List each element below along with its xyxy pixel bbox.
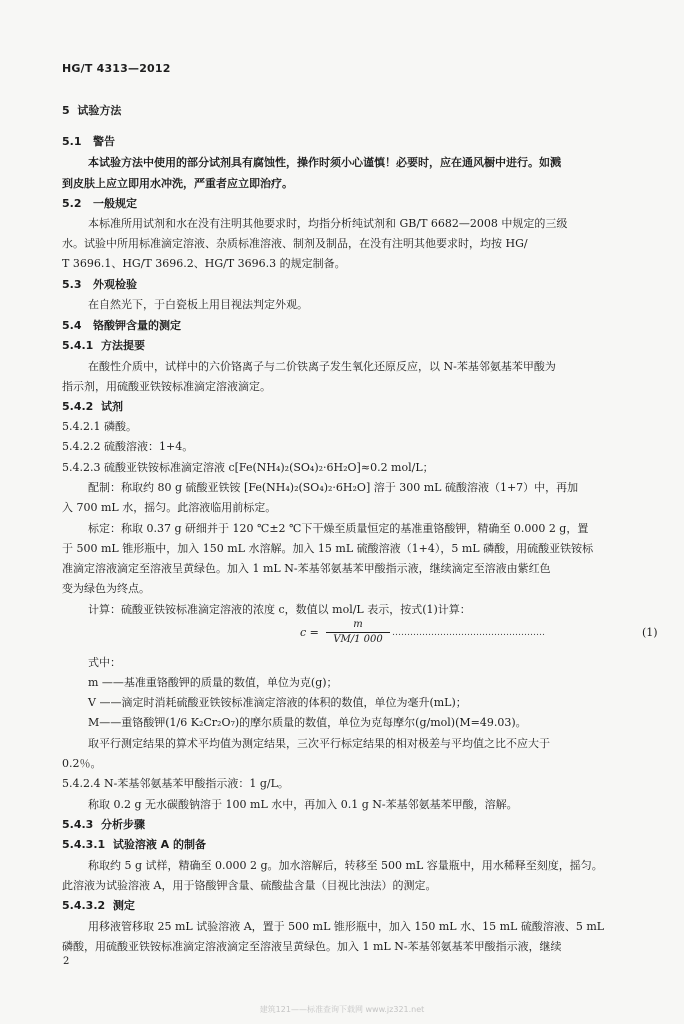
reagent-5-4-2-2: 5.4.2.2 硫酸溶液：1+4。	[62, 440, 194, 453]
parallel-line-1: 取平行测定结果的算术平均值为测定结果，三次平行标定结果的相对极差与平均值之比不应大于	[88, 737, 550, 750]
standardization-line-2: 于 500 mL 锥形瓶中，加入 150 mL 水溶解。加入 15 mL 硫酸溶液（1+4），5 mL 磷酸，用硫酸亚铁铵标	[62, 542, 594, 555]
determination-line-1: 用移液管移取 25 mL 试验溶液 A，置于 500 mL 锥形瓶中，加入 150 mL 水、15 mL 硫酸溶液、5 mL	[88, 920, 605, 933]
section-heading-5-4-3-2: 5.4.3.2 测定	[62, 899, 135, 912]
page-number: 2	[63, 956, 70, 967]
section-heading-5-4-3: 5.4.3 分析步骤	[62, 818, 145, 831]
section-heading-5-4-3-1: 5.4.3.1 试验溶液 A 的制备	[62, 838, 206, 851]
formula-fraction-bar	[326, 632, 390, 633]
preparation-line-1: 配制：称取约 80 g 硫酸亚铁铵 [Fe(NH₄)₂(SO₄)₂·6H₂O] 溶于 300 mL 硫酸溶液（1+7）中，再加	[88, 481, 579, 494]
reagent-5-4-2-4: 5.4.2.4 N-苯基邻氨基苯甲酸指示液：1 g/L。	[62, 777, 289, 790]
standardization-line-4: 变为绿色为终点。	[62, 582, 150, 595]
formula-number: (1)	[642, 626, 658, 639]
determination-line-2: 磷酸，用硫酸亚铁铵标准滴定溶液滴定至溶液呈黄绿色。加入 1 mL N-苯基邻氨基苯甲酸指示液，继续	[62, 940, 562, 953]
section-heading-5-3: 5.3 外观检验	[62, 278, 137, 291]
general-line-1: 本标准所用试剂和水在没有注明其他要求时，均指分析纯试剂和 GB/T 6682—2008 中规定的三级	[88, 217, 568, 230]
section-heading-5-4: 5.4 铬酸钾含量的测定	[62, 319, 181, 332]
section-heading-5-1: 5.1 警告	[62, 135, 115, 148]
section-heading-5-2: 5.2 一般规定	[62, 197, 137, 210]
calculation-line: 计算：硫酸亚铁铵标准滴定溶液的浓度 c，数值以 mol/L 表示，按式(1)计算：	[88, 603, 471, 616]
principle-line-1: 在酸性介质中，试样中的六价铬离子与二价铁离子发生氧化还原反应，以 N-苯基邻氨基苯甲酸为	[88, 360, 556, 373]
solution-a-line-1: 称取约 5 g 试样，精确至 0.000 2 g。加水溶解后，转移至 500 mL 容量瓶中，用水稀释至刻度，摇匀。	[88, 859, 603, 872]
reagent-5-4-2-1: 5.4.2.1 磷酸。	[62, 420, 137, 433]
principle-line-2: 指示剂，用硫酸亚铁铵标准滴定溶液滴定。	[62, 380, 271, 393]
standard-number: HG/T 4313—2012	[62, 62, 171, 75]
definition-V: V ——滴定时消耗硫酸亚铁铵标准滴定溶液的体积的数值，单位为毫升(mL)；	[88, 696, 467, 709]
where-label: 式中：	[88, 656, 121, 669]
indicator-preparation: 称取 0.2 g 无水碳酸钠溶于 100 mL 水中，再加入 0.1 g N-苯基邻氨基苯甲酸，溶解。	[88, 798, 518, 811]
standardization-line-3: 准滴定溶液滴定至溶液呈黄绿色。加入 1 mL N-苯基邻氨基苯甲酸指示液，继续滴定至溶液由紫红色	[62, 562, 551, 575]
watermark: 建筑121——标准查询下载网 www.jz321.net	[259, 1005, 425, 1014]
solution-a-line-2: 此溶液为试验溶液 A，用于铬酸钾含量、硫酸盐含量（目视比浊法）的测定。	[62, 879, 437, 892]
parallel-line-2: 0.2％。	[62, 757, 102, 770]
formula-lhs: c =	[300, 626, 319, 639]
formula-leader-dots: ……………………………………………	[392, 628, 545, 638]
warning-line-2: 到皮肤上应立即用水冲洗，严重者应立即治疗。	[62, 177, 293, 190]
general-line-3: T 3696.1、HG/T 3696.2、HG/T 3696.3 的规定制备。	[62, 257, 346, 270]
formula-denominator: VM/1 000	[333, 634, 383, 645]
general-line-2: 水。试验中所用标准滴定溶液、杂质标准溶液、制剂及制品，在没有注明其他要求时，均按 HG/	[62, 237, 528, 250]
section-heading-5-4-1: 5.4.1 方法提要	[62, 339, 145, 352]
standardization-line-1: 标定：称取 0.37 g 研细并于 120 ℃±2 ℃下干燥至质量恒定的基准重铬酸钾，精确至 0.000 2 g，置	[88, 522, 589, 535]
definition-M: M——重铬酸钾(1/6 K₂Cr₂O₇)的摩尔质量的数值，单位为克每摩尔(g/mol)(M=49.03)。	[88, 716, 527, 729]
preparation-line-2: 入 700 mL 水，摇匀。此溶液临用前标定。	[62, 501, 277, 514]
formula-numerator: m	[353, 619, 363, 630]
appearance-line-1: 在自然光下，于白瓷板上用目视法判定外观。	[88, 298, 308, 311]
reagent-5-4-2-3: 5.4.2.3 硫酸亚铁铵标准滴定溶液 c[Fe(NH₄)₂(SO₄)₂·6H₂O]≈0.2 mol/L；	[62, 461, 434, 474]
definition-m: m ——基准重铬酸钾的质量的数值，单位为克(g)；	[88, 676, 338, 689]
section-heading-5: 5 试验方法	[62, 104, 122, 117]
section-heading-5-4-2: 5.4.2 试剂	[62, 400, 123, 413]
warning-line-1: 本试验方法中使用的部分试剂具有腐蚀性，操作时须小心谨慎！必要时，应在通风橱中进行。如溅	[88, 156, 561, 169]
